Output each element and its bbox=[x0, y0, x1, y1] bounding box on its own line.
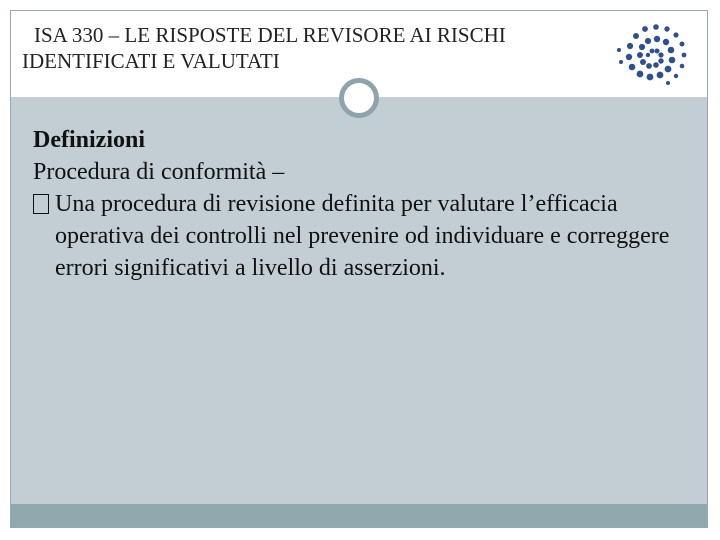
spiral-dots-icon bbox=[612, 20, 696, 92]
bullet-text: Una procedura di revisione definita per valutare l’efficacia operativa dei controlli nel prevenire od individuare e correggere errori significativi a livello di asserzioni. bbox=[55, 191, 670, 281]
section-heading: Definizioni bbox=[33, 127, 145, 153]
footer-bar bbox=[11, 504, 707, 527]
slide-title: ISA 330 – LE RISPOSTE DEL REVISORE AI RISCHI IDENTIFICATI E VALUTATI bbox=[22, 23, 506, 73]
missing-glyph-box-icon bbox=[33, 194, 49, 214]
body-text bbox=[33, 124, 693, 284]
definition-term: Procedura di conformità – bbox=[33, 159, 285, 185]
circle-ring-icon bbox=[339, 78, 379, 118]
bullet-item bbox=[33, 188, 693, 284]
